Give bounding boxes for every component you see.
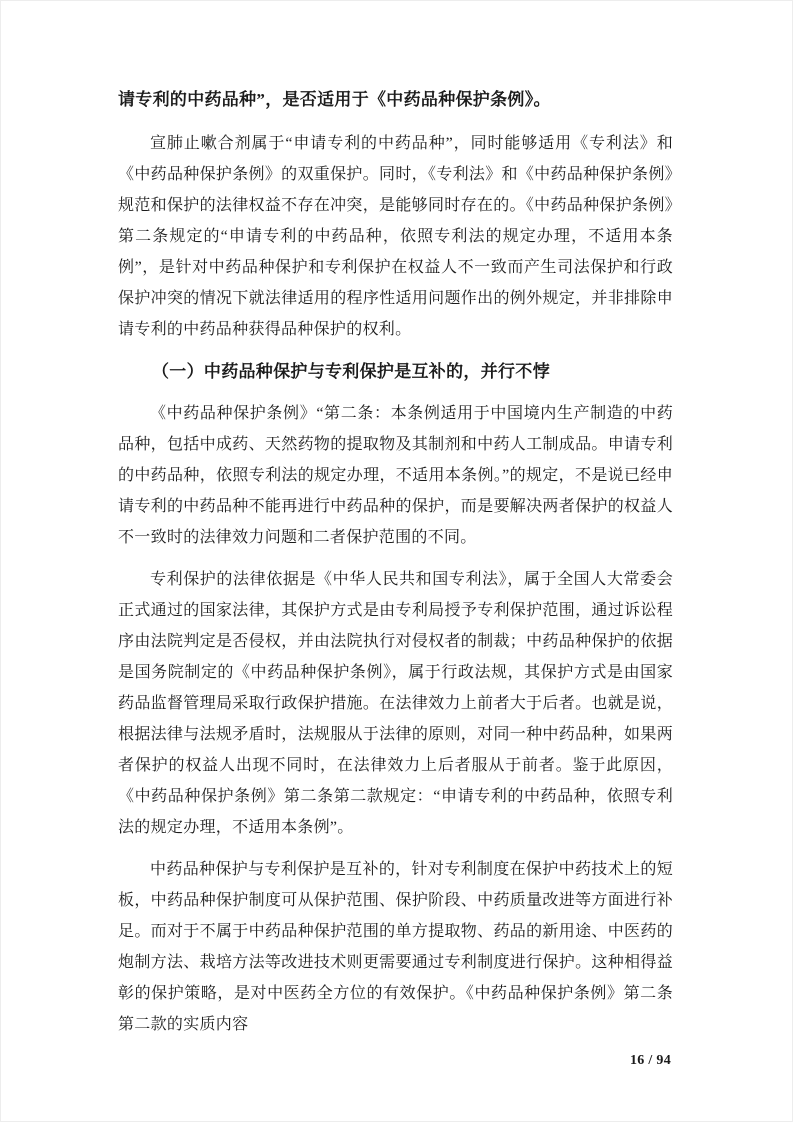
heading-continuation: 请专利的中药品种”，是否适用于《中药品种保护条例》。 <box>118 90 551 109</box>
paragraph-legal-basis: 专利保护的法律依据是《中华人民共和国专利法》，属于全国人大常委会正式通过的国家法律，其保护方式是由专利局授予专利保护范围，通过诉讼程序由法院判定是否侵权，并由法院执行对侵权者的制裁；中药品种保护的依据是国务院制定的《中药品种保护条例》，属于行政法规，其保护方式是由国家药品监督管理局采取行政保护措施。在法律效力上前者大于后者。也就是说，根据法律与法规矛盾时，法规服从于法律的原则，对同一种中药品种，如果两者保护的权益人出现不同时，在法律效力上后者服从于前者。鉴于此原因，《中药品种保护条例》第二条第二款规定：“申请专利的中药品种，依照专利法的规定办理，不适用本条例”。 <box>118 571 673 836</box>
paragraph-intro: 宣肺止嗽合剂属于“申请专利的中药品种”，同时能够适用《专利法》和《中药品种保护条例》的双重保护。同时，《专利法》和《中药品种保护条例》规范和保护的法律权益不存在冲突，是能够同时存在的。《中药品种保护条例》第二条规定的“申请专利的中药品种，依照专利法的规定办理，不适用本条例”，是针对中药品种保护和专利保护在权益人不一致而产生司法保护和行政保护冲突的情况下就法律适用的程序性适用问题作出的例外规定，并非排除申请专利的中药品种获得品种保护的权利。 <box>118 135 673 338</box>
page-number: 16 / 94 <box>630 1053 671 1068</box>
section-heading: （一）中药品种保护与专利保护是互补的，并行不悖 <box>152 362 550 381</box>
paragraph-regulation-quote: 《中药品种保护条例》“第二条：本条例适用于中国境内生产制造的中药品种，包括中成药、天然药物的提取物及其制剂和中药人工制成品。申请专利的中药品种，依照专利法的规定办理，不适用本条例。”的规定，不是说已经申请专利的中药品种不能再进行中药品种的保护，而是要解决两者保护的权益人不一致时的法律效力问题和二者保护范围的不同。 <box>118 405 673 546</box>
paragraph-complementary: 中药品种保护与专利保护是互补的，针对专利制度在保护中药技术上的短板，中药品种保护制度可从保护范围、保护阶段、中药质量改进等方面进行补足。而对于不属于中药品种保护范围的单方提取物、药品的新用途、中医药的炮制方法、栽培方法等改进技术则更需要通过专利制度进行保护。这种相得益彰的保护策略，是对中医药全方位的有效保护。《中药品种保护条例》第二条第二款的实质内容 <box>118 861 673 1033</box>
